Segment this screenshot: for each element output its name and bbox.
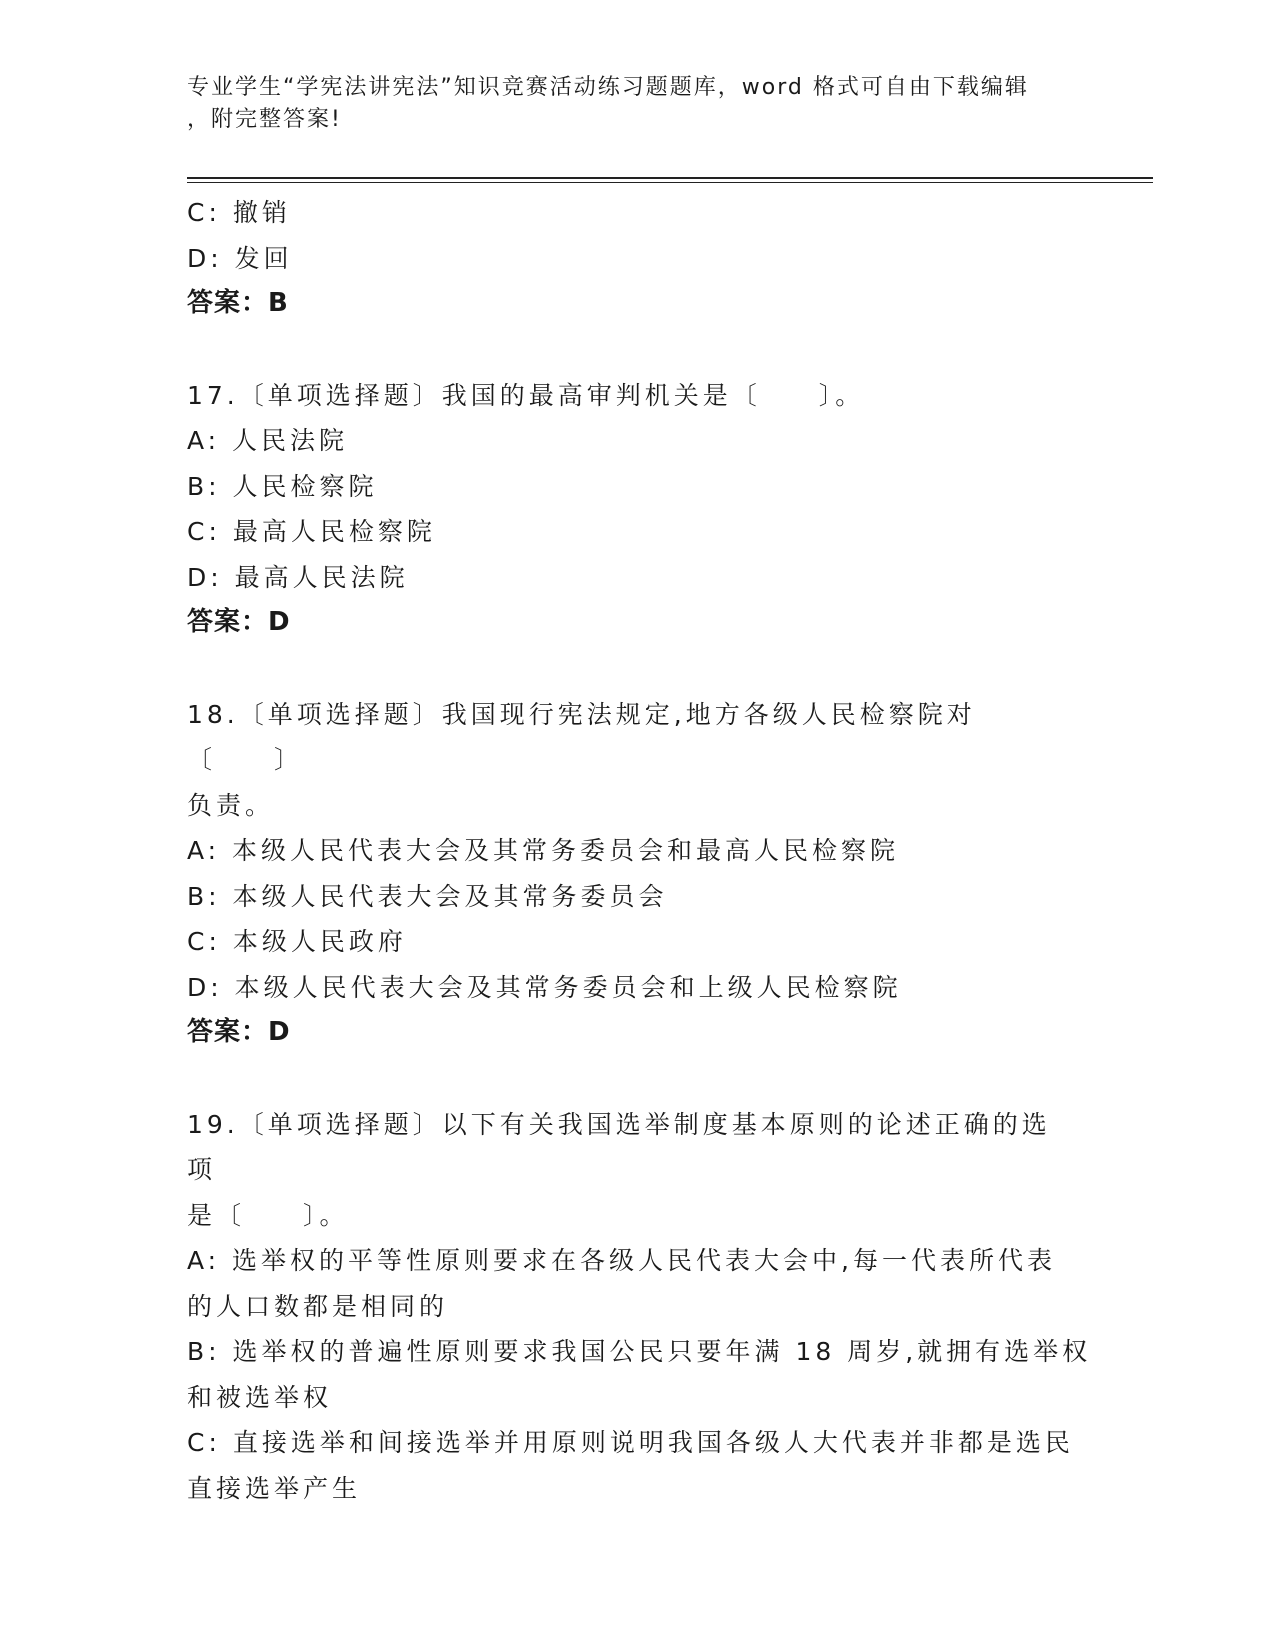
question-stem-line1: 19.〔单项选择题〕以下有关我国选举制度基本原则的论述正确的选项	[187, 1109, 1051, 1184]
question-stem-line2: 负责。	[187, 790, 275, 820]
spacer	[187, 646, 1067, 692]
spacer	[187, 327, 1067, 373]
question-18	[187, 692, 1067, 1056]
option-a-line2: 的人口数都是相同的	[187, 1291, 449, 1321]
question-stem-line1: 18.〔单项选择题〕我国现行宪法规定,地方各级人民检察院对〔 〕	[187, 699, 976, 774]
spacer	[187, 1056, 1067, 1102]
document-header	[187, 72, 1067, 136]
option-c-line2: 直接选举产生	[187, 1473, 362, 1503]
answer-line: 答案：B	[187, 288, 289, 318]
option-c-line1: C: 直接选举和间接选举并用原则说明我国各级人大代表并非都是选民	[187, 1428, 1074, 1457]
option-c: C: 本级人民政府	[187, 927, 407, 956]
prev-question	[187, 190, 1067, 327]
option-b: B: 本级人民代表大会及其常务委员会	[187, 881, 668, 911]
option-b-line2: 和被选举权	[187, 1382, 333, 1412]
option-d: D: 最高人民法院	[187, 562, 409, 592]
header-title-line2: ，附完整答案!	[187, 107, 342, 132]
answer-line: 答案：D	[187, 607, 291, 637]
option-c: C: 最高人民检察院	[187, 517, 436, 546]
option-a: A: 人民法院	[187, 426, 349, 455]
header-divider-thick	[187, 177, 1153, 179]
option-a: A: 本级人民代表大会及其常务委员会和最高人民检察院	[187, 836, 900, 865]
option-a-line1: A: 选举权的平等性原则要求在各级人民代表大会中,每一代表所代表	[187, 1246, 1056, 1275]
option-d: D: 本级人民代表大会及其常务委员会和上级人民检察院	[187, 972, 902, 1002]
option-b-line1: B: 选举权的普遍性原则要求我国公民只要年满 18 周岁,就拥有选举权	[187, 1337, 1092, 1366]
question-19	[187, 1102, 1092, 1512]
option-d: D: 发回	[187, 243, 293, 273]
option-c: C: 撤销	[187, 198, 291, 227]
option-b: B: 人民检察院	[187, 471, 378, 501]
header-title-line1: 专业学生“学宪法讲宪法”知识竞赛活动练习题题库，word 格式可自由下载编辑	[187, 75, 1029, 100]
question-stem: 17.〔单项选择题〕我国的最高审判机关是〔 〕。	[187, 380, 865, 410]
answer-line: 答案：D	[187, 1017, 291, 1047]
question-content	[187, 190, 1092, 1511]
header-divider-thin	[187, 182, 1153, 183]
question-stem-line2: 是〔 〕。	[187, 1200, 349, 1230]
question-17	[187, 373, 1067, 646]
